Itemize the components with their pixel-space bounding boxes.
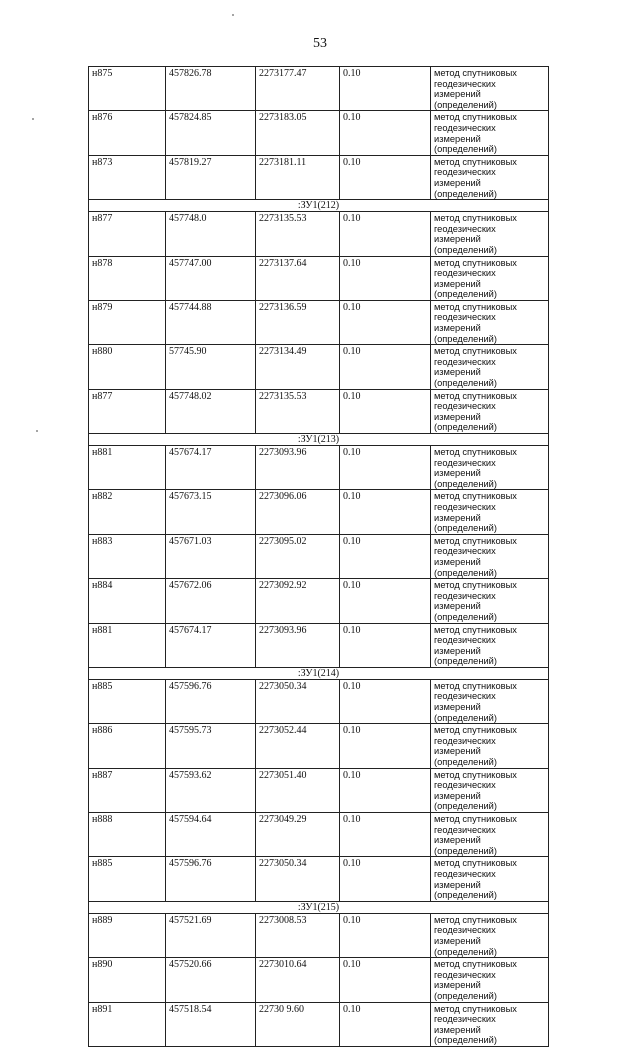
coordinates-table xyxy=(88,66,549,1047)
method-cell: метод спутниковых геодезических измерений (определений) xyxy=(431,1002,549,1046)
y-coordinate-cell: 2273096.06 xyxy=(256,490,340,534)
table-row xyxy=(89,1002,549,1046)
point-id-cell: н884 xyxy=(89,579,166,623)
accuracy-cell: 0.10 xyxy=(340,256,431,300)
y-coordinate-cell: 2273052.44 xyxy=(256,724,340,768)
y-coordinate-cell: 2273135.53 xyxy=(256,389,340,433)
table-group-row xyxy=(89,901,549,913)
x-coordinate-cell: 457826.78 xyxy=(166,67,256,111)
x-coordinate-cell: 457673.15 xyxy=(166,490,256,534)
method-cell: метод спутниковых геодезических измерений (определений) xyxy=(431,256,549,300)
y-coordinate-cell: 2273008.53 xyxy=(256,913,340,957)
accuracy-cell: 0.10 xyxy=(340,857,431,901)
method-cell: метод спутниковых геодезических измерений (определений) xyxy=(431,111,549,155)
x-coordinate-cell: 57745.90 xyxy=(166,345,256,389)
y-coordinate-cell: 2273136.59 xyxy=(256,300,340,344)
x-coordinate-cell: 457672.06 xyxy=(166,579,256,623)
method-cell: метод спутниковых геодезических измерений (определений) xyxy=(431,212,549,256)
method-cell: метод спутниковых геодезических измерений (определений) xyxy=(431,67,549,111)
table-row xyxy=(89,446,549,490)
accuracy-cell: 0.10 xyxy=(340,490,431,534)
page-number: 53 xyxy=(313,36,327,51)
y-coordinate-cell: 2273049.29 xyxy=(256,813,340,857)
y-coordinate-cell: 2273177.47 xyxy=(256,67,340,111)
point-id-cell: н885 xyxy=(89,857,166,901)
table-row xyxy=(89,490,549,534)
accuracy-cell: 0.10 xyxy=(340,155,431,199)
scan-speck xyxy=(232,14,234,16)
accuracy-cell: 0.10 xyxy=(340,534,431,578)
point-id-cell: н878 xyxy=(89,256,166,300)
table-row xyxy=(89,958,549,1002)
accuracy-cell: 0.10 xyxy=(340,212,431,256)
x-coordinate-cell: 457671.03 xyxy=(166,534,256,578)
accuracy-cell: 0.10 xyxy=(340,300,431,344)
x-coordinate-cell: 457824.85 xyxy=(166,111,256,155)
point-id-cell: н888 xyxy=(89,813,166,857)
x-coordinate-cell: 457518.54 xyxy=(166,1002,256,1046)
table-row xyxy=(89,679,549,723)
x-coordinate-cell: 457748.0 xyxy=(166,212,256,256)
accuracy-cell: 0.10 xyxy=(340,623,431,667)
method-cell: метод спутниковых геодезических измерений (определений) xyxy=(431,534,549,578)
table-row xyxy=(89,256,549,300)
table-group-row xyxy=(89,200,549,212)
accuracy-cell: 0.10 xyxy=(340,389,431,433)
y-coordinate-cell: 2273093.96 xyxy=(256,623,340,667)
point-id-cell: н876 xyxy=(89,111,166,155)
point-id-cell: н881 xyxy=(89,446,166,490)
table-group-row xyxy=(89,434,549,446)
table-row xyxy=(89,913,549,957)
point-id-cell: н875 xyxy=(89,67,166,111)
y-coordinate-cell: 2273183.05 xyxy=(256,111,340,155)
point-id-cell: н881 xyxy=(89,623,166,667)
accuracy-cell: 0.10 xyxy=(340,446,431,490)
y-coordinate-cell: 2273181.11 xyxy=(256,155,340,199)
x-coordinate-cell: 457748.02 xyxy=(166,389,256,433)
accuracy-cell: 0.10 xyxy=(340,958,431,1002)
y-coordinate-cell: 2273010.64 xyxy=(256,958,340,1002)
method-cell: метод спутниковых геодезических измерений (определений) xyxy=(431,300,549,344)
method-cell: метод спутниковых геодезических измерений (определений) xyxy=(431,623,549,667)
x-coordinate-cell: 457594.64 xyxy=(166,813,256,857)
table-row xyxy=(89,768,549,812)
method-cell: метод спутниковых геодезических измерений (определений) xyxy=(431,389,549,433)
table-row xyxy=(89,212,549,256)
accuracy-cell: 0.10 xyxy=(340,1002,431,1046)
method-cell: метод спутниковых геодезических измерений (определений) xyxy=(431,679,549,723)
x-coordinate-cell: 457596.76 xyxy=(166,857,256,901)
scan-speck xyxy=(36,430,38,432)
y-coordinate-cell: 2273137.64 xyxy=(256,256,340,300)
x-coordinate-cell: 457744.88 xyxy=(166,300,256,344)
accuracy-cell: 0.10 xyxy=(340,111,431,155)
x-coordinate-cell: 457593.62 xyxy=(166,768,256,812)
accuracy-cell: 0.10 xyxy=(340,724,431,768)
y-coordinate-cell: 2273135.53 xyxy=(256,212,340,256)
method-cell: метод спутниковых геодезических измерений (определений) xyxy=(431,345,549,389)
table-row xyxy=(89,67,549,111)
point-id-cell: н891 xyxy=(89,1002,166,1046)
point-id-cell: н882 xyxy=(89,490,166,534)
method-cell: метод спутниковых геодезических измерений (определений) xyxy=(431,958,549,1002)
y-coordinate-cell: 2273050.34 xyxy=(256,857,340,901)
accuracy-cell: 0.10 xyxy=(340,579,431,623)
accuracy-cell: 0.10 xyxy=(340,913,431,957)
table-row xyxy=(89,857,549,901)
group-label: :ЗУ1(212) xyxy=(89,200,549,212)
x-coordinate-cell: 457674.17 xyxy=(166,623,256,667)
coordinates-table-body xyxy=(89,67,549,1047)
table-row xyxy=(89,345,549,389)
accuracy-cell: 0.10 xyxy=(340,679,431,723)
accuracy-cell: 0.10 xyxy=(340,345,431,389)
x-coordinate-cell: 457595.73 xyxy=(166,724,256,768)
method-cell: метод спутниковых геодезических измерений (определений) xyxy=(431,155,549,199)
y-coordinate-cell: 2273051.40 xyxy=(256,768,340,812)
point-id-cell: н877 xyxy=(89,389,166,433)
method-cell: метод спутниковых геодезических измерений (определений) xyxy=(431,446,549,490)
method-cell: метод спутниковых геодезических измерений (определений) xyxy=(431,857,549,901)
method-cell: метод спутниковых геодезических измерений (определений) xyxy=(431,579,549,623)
x-coordinate-cell: 457819.27 xyxy=(166,155,256,199)
table-row xyxy=(89,813,549,857)
point-id-cell: н873 xyxy=(89,155,166,199)
x-coordinate-cell: 457674.17 xyxy=(166,446,256,490)
y-coordinate-cell: 2273095.02 xyxy=(256,534,340,578)
scan-speck xyxy=(32,118,34,120)
method-cell: метод спутниковых геодезических измерений (определений) xyxy=(431,724,549,768)
y-coordinate-cell: 2273134.49 xyxy=(256,345,340,389)
table-row xyxy=(89,155,549,199)
table-group-row xyxy=(89,667,549,679)
group-label: :ЗУ1(213) xyxy=(89,434,549,446)
point-id-cell: н885 xyxy=(89,679,166,723)
group-label: :ЗУ1(214) xyxy=(89,667,549,679)
accuracy-cell: 0.10 xyxy=(340,813,431,857)
point-id-cell: н877 xyxy=(89,212,166,256)
accuracy-cell: 0.10 xyxy=(340,768,431,812)
table-row xyxy=(89,724,549,768)
y-coordinate-cell: 22730 9.60 xyxy=(256,1002,340,1046)
point-id-cell: н880 xyxy=(89,345,166,389)
point-id-cell: н889 xyxy=(89,913,166,957)
table-row xyxy=(89,579,549,623)
method-cell: метод спутниковых геодезических измерений (определений) xyxy=(431,913,549,957)
y-coordinate-cell: 2273092.92 xyxy=(256,579,340,623)
table-row xyxy=(89,534,549,578)
x-coordinate-cell: 457520.66 xyxy=(166,958,256,1002)
method-cell: метод спутниковых геодезических измерений (определений) xyxy=(431,813,549,857)
y-coordinate-cell: 2273093.96 xyxy=(256,446,340,490)
x-coordinate-cell: 457747.00 xyxy=(166,256,256,300)
y-coordinate-cell: 2273050.34 xyxy=(256,679,340,723)
method-cell: метод спутниковых геодезических измерений (определений) xyxy=(431,768,549,812)
table-row xyxy=(89,300,549,344)
group-label: :ЗУ1(215) xyxy=(89,901,549,913)
table-row xyxy=(89,111,549,155)
point-id-cell: н887 xyxy=(89,768,166,812)
table-row xyxy=(89,623,549,667)
table-row xyxy=(89,389,549,433)
point-id-cell: н886 xyxy=(89,724,166,768)
x-coordinate-cell: 457521.69 xyxy=(166,913,256,957)
point-id-cell: н879 xyxy=(89,300,166,344)
x-coordinate-cell: 457596.76 xyxy=(166,679,256,723)
method-cell: метод спутниковых геодезических измерений (определений) xyxy=(431,490,549,534)
accuracy-cell: 0.10 xyxy=(340,67,431,111)
point-id-cell: н883 xyxy=(89,534,166,578)
point-id-cell: н890 xyxy=(89,958,166,1002)
